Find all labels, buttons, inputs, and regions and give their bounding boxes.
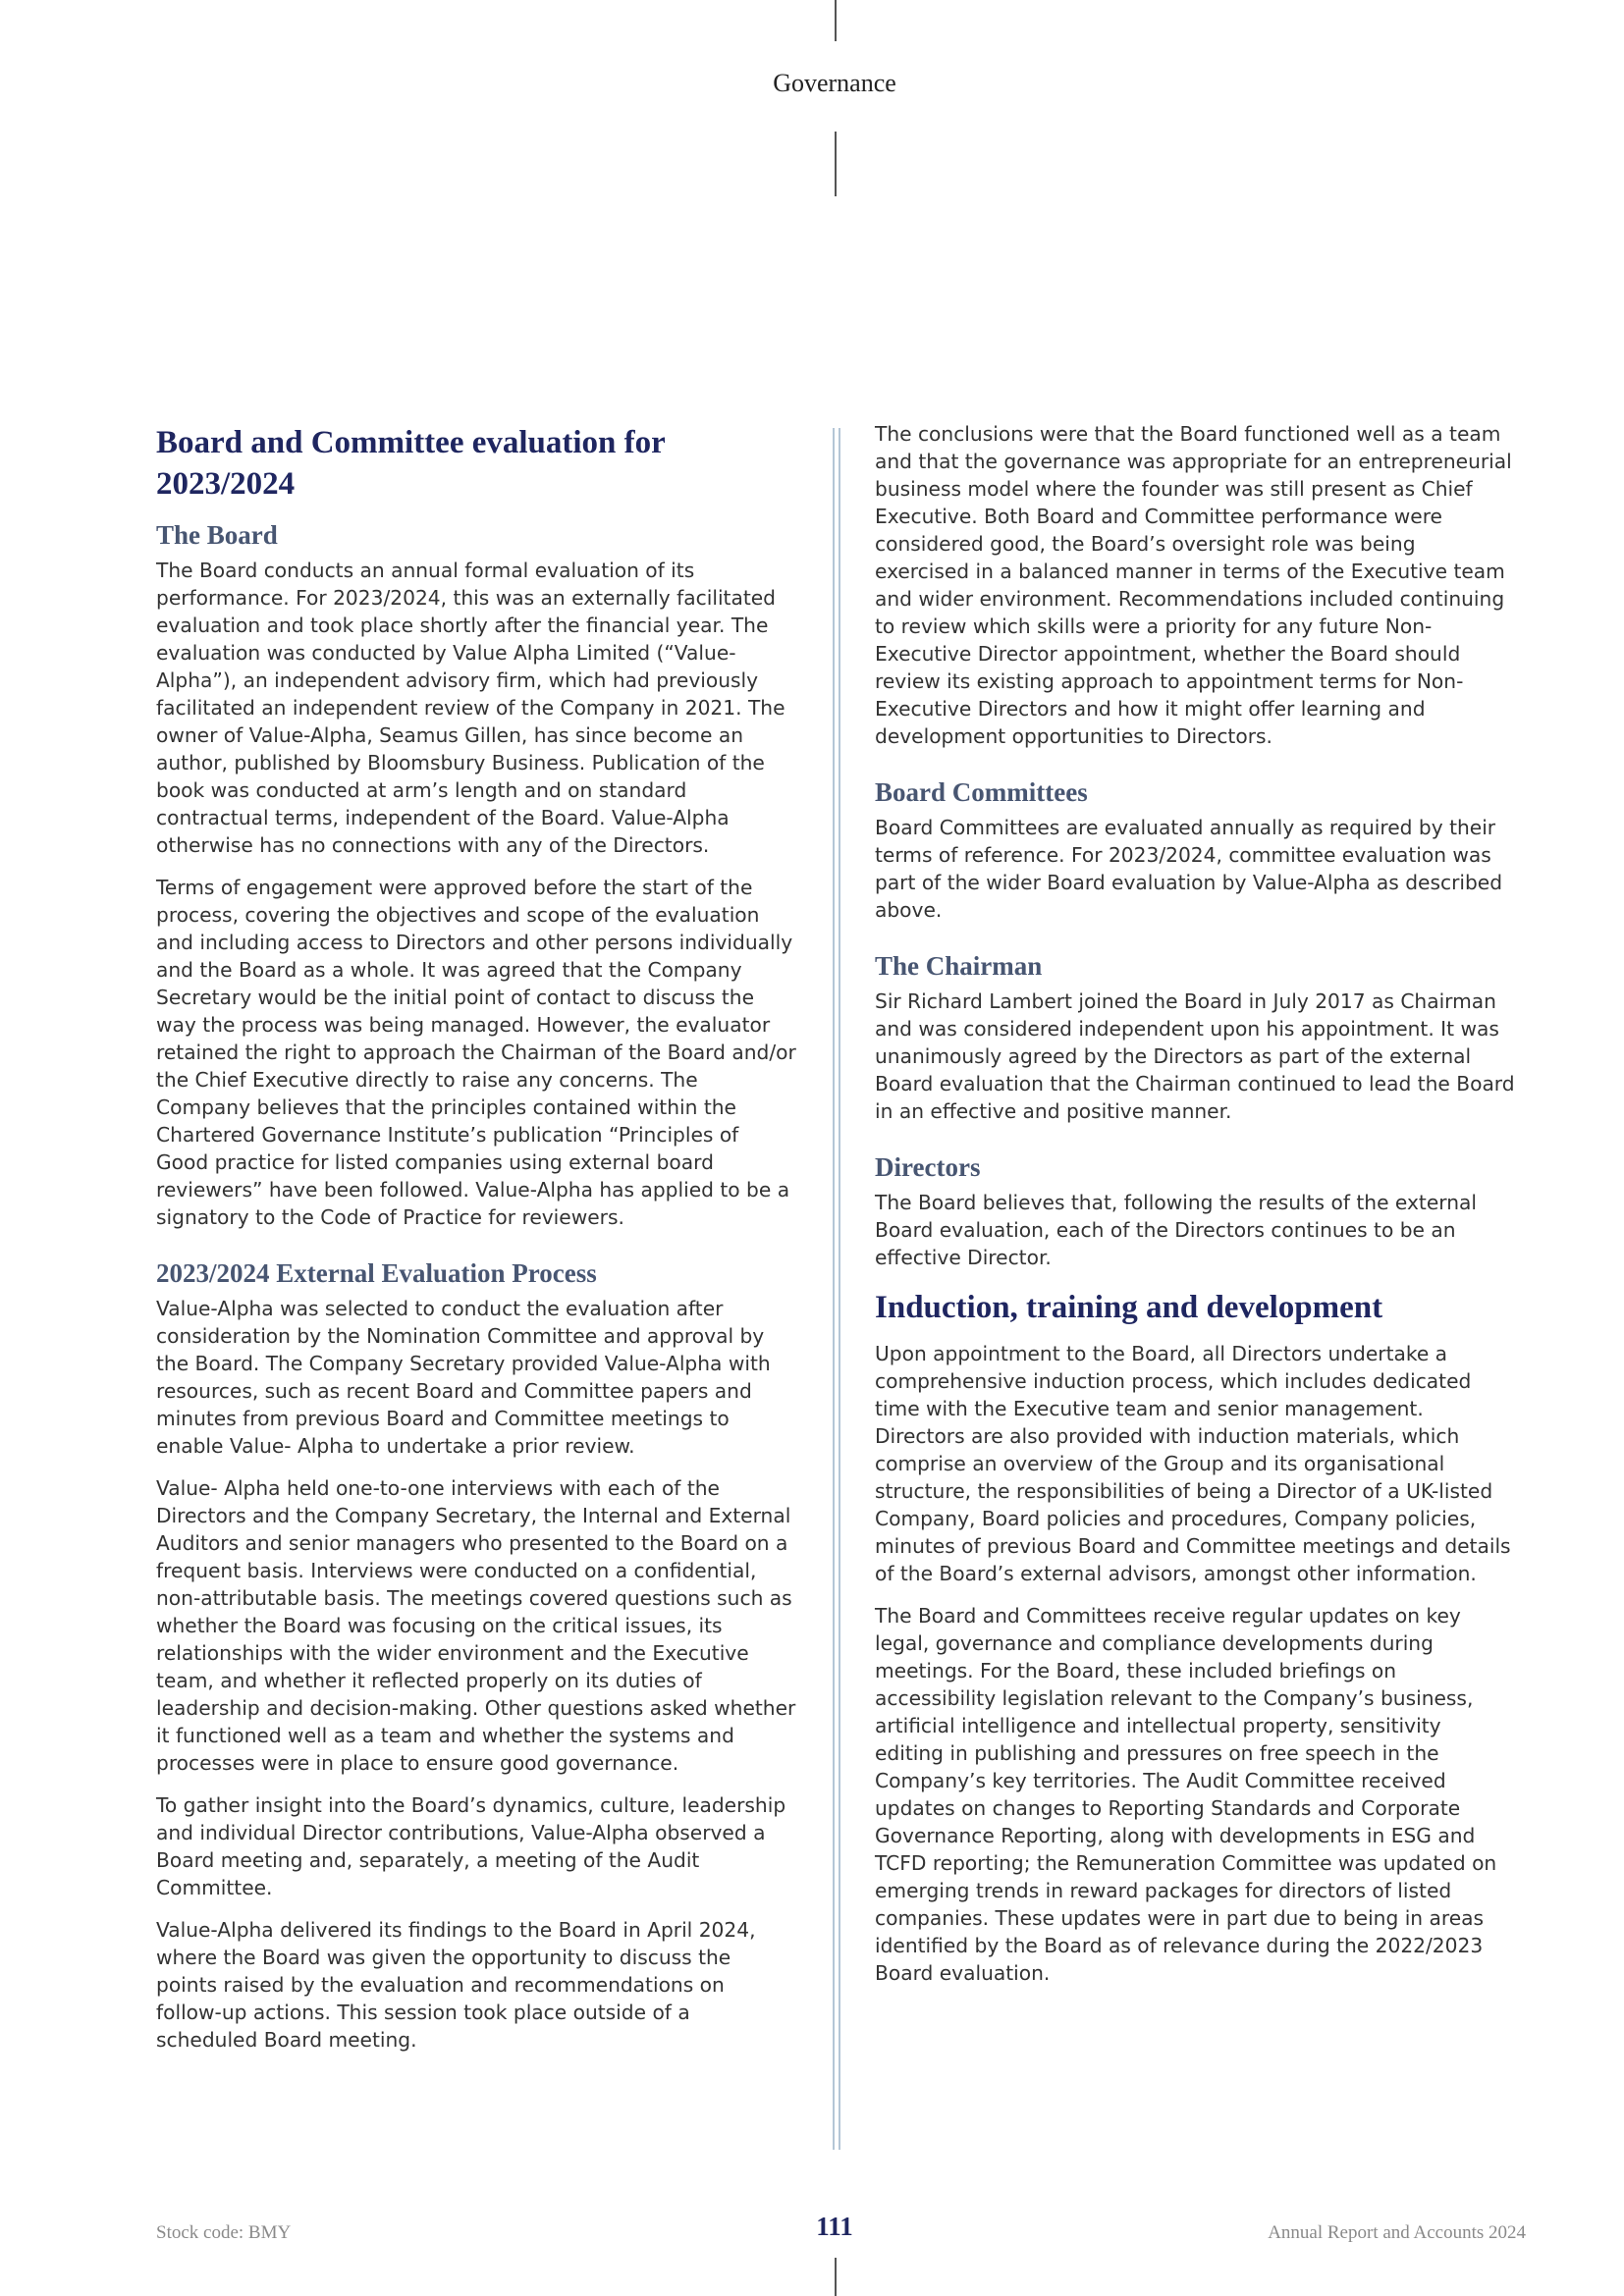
process-paragraph: Value-Alpha was selected to conduct the evaluation after consideration by the Nomination Committee and approval by the Board. The Company Secretary provided Value-Alpha with resources, such as recent Board and Committee papers and minutes from previous Board and Committee meetings to enable Value- Alpha to undertake a prior review. xyxy=(156,1297,771,1458)
conclusions-paragraph: The conclusions were that the Board functioned well as a team and that the governance was appropriate for an entrepreneurial business model where the founder was still present as Chief Executive. Both Board and Committee performance were considered good, the Board’s oversight role was being exercised in a balanced manner in terms of the Executive team and wider environment. Recommendations included continuing to review which skills were a priority for any future Non-Executive Director appointment, whether the Board should review its existing approach to appointment terms for Non-Executive Directors and how it might offer learning and development opportunities to Directors. xyxy=(875,422,1512,748)
induction-title: Induction, training and development xyxy=(875,1290,1383,1325)
section-header: Governance xyxy=(773,69,896,97)
committees-paragraph: Board Committees are evaluated annually as required by their terms of reference. For 2023/2024, committee evaluation was part of the wider Board evaluation by Value-Alpha as described above. xyxy=(875,816,1503,922)
top-rule xyxy=(835,0,837,41)
directors-heading: Directors xyxy=(875,1152,981,1182)
committees-heading: Board Committees xyxy=(875,777,1088,807)
induction-paragraph: The Board and Committees receive regular updates on key legal, governance and compliance developments during meetings. For the Board, these included briefings on accessibility legislation relevant to the Company’s business, artificial intelligence and intellectual property, sensitivity editing in publishing and pressures on free speech in the Company’s key territories. The Audit Committee received updates on changes to Reporting Standards and Corporate Governance Reporting, along with developments in ESG and TCFD reporting; the Remuneration Committee was updated on emerging trends in reward packages for directors of listed companies. These updates were in part due to being in areas identified by the Board as of relevance during the 2022/2023 Board evaluation. xyxy=(875,1604,1497,1985)
process-paragraph: Value-Alpha delivered its findings to the Board in April 2024, where the Board was given the opportunity to discuss the points raised by the evaluation and recommendations on follow-up actions. This session took place outside of a scheduled Board meeting. xyxy=(156,1918,756,2052)
chairman-heading: The Chairman xyxy=(875,951,1043,981)
header-rule xyxy=(835,132,837,196)
evaluation-title: Board and Committee evaluation for 2023/2024 xyxy=(156,425,666,502)
bottom-rule xyxy=(835,2258,837,2296)
chairman-paragraph: Sir Richard Lambert joined the Board in July 2017 as Chairman and was considered independent upon his appointment. It was unanimously agreed by the Directors as part of the external Board evaluation that the Chairman continued to lead the Board in an effective and positive manner. xyxy=(875,989,1515,1123)
board-paragraph: Terms of engagement were approved before the start of the process, covering the objectives and scope of the evaluation and including access to Directors and other persons individually and the Board as a whole. It was agreed that the Company Secretary would be the initial point of contact to discuss the way the process was being managed. However, the evaluator retained the right to approach the Chairman of the Board and/or the Chief Executive directly to raise any concerns. The Company believes that the principles contained within the Chartered Governance Institute’s publication “Principles of Good practice for listed companies using external board reviewers” have been followed. Value-Alpha has applied to be a signatory to the Code of Practice for reviewers. xyxy=(156,876,796,1229)
left-column xyxy=(156,420,796,2068)
process-paragraph: Value- Alpha held one-to-one interviews with each of the Directors and the Company Secretary, the Internal and External Auditors and senior managers who presented to the Board on a frequent basis. Interviews were conducted on a confidential, non-attributable basis. The meetings covered questions such as whether the Board was focusing on the critical issues, its relationships with the wider environment and the Executive team, and whether it reflected properly on its duties of leadership and decision-making. Other questions asked whether it functioned well as a team and whether the systems and processes were in place to ensure good governance. xyxy=(156,1476,796,1775)
page-number: 111 xyxy=(816,2212,853,2241)
directors-paragraph: The Board believes that, following the results of the external Board evaluation, each of the Directors continues to be an effective Director. xyxy=(875,1191,1477,1269)
column-divider xyxy=(833,428,840,2150)
process-paragraph: To gather insight into the Board’s dynamics, culture, leadership and individual Director contributions, Value-Alpha observed a Board meeting and, separately, a meeting of the Audit Committee. xyxy=(156,1793,786,1899)
right-column xyxy=(875,420,1515,2002)
board-paragraph: The Board conducts an annual formal evaluation of its performance. For 2023/2024, this was an externally facilitated evaluation and took place shortly after the financial year. The evaluation was conducted by Value Alpha Limited (“Value-Alpha”), an independent advisory firm, which had previously facilitated an independent review of the Company in 2021. The owner of Value-Alpha, Seamus Gillen, has since become an author, published by Bloomsbury Business. Publication of the book was conducted at arm’s length and on standard contractual terms, independent of the Board. Value-Alpha otherwise has no connections with any of the Directors. xyxy=(156,559,785,857)
process-heading: 2023/2024 External Evaluation Process xyxy=(156,1258,597,1288)
induction-paragraph: Upon appointment to the Board, all Directors undertake a comprehensive induction process, which includes dedicated time with the Executive team and senior management. Directors are also provided with induction materials, which comprise an overview of the Group and its organisational structure, the responsibilities of being a Director of a UK-listed Company, Board policies and procedures, Company policies, minutes of previous Board and Committee meetings and details of the Board’s external advisors, amongst other information. xyxy=(875,1342,1511,1585)
stock-code: Stock code: BMY xyxy=(156,2222,292,2243)
board-heading: The Board xyxy=(156,520,278,550)
report-title: Annual Report and Accounts 2024 xyxy=(1268,2222,1526,2243)
